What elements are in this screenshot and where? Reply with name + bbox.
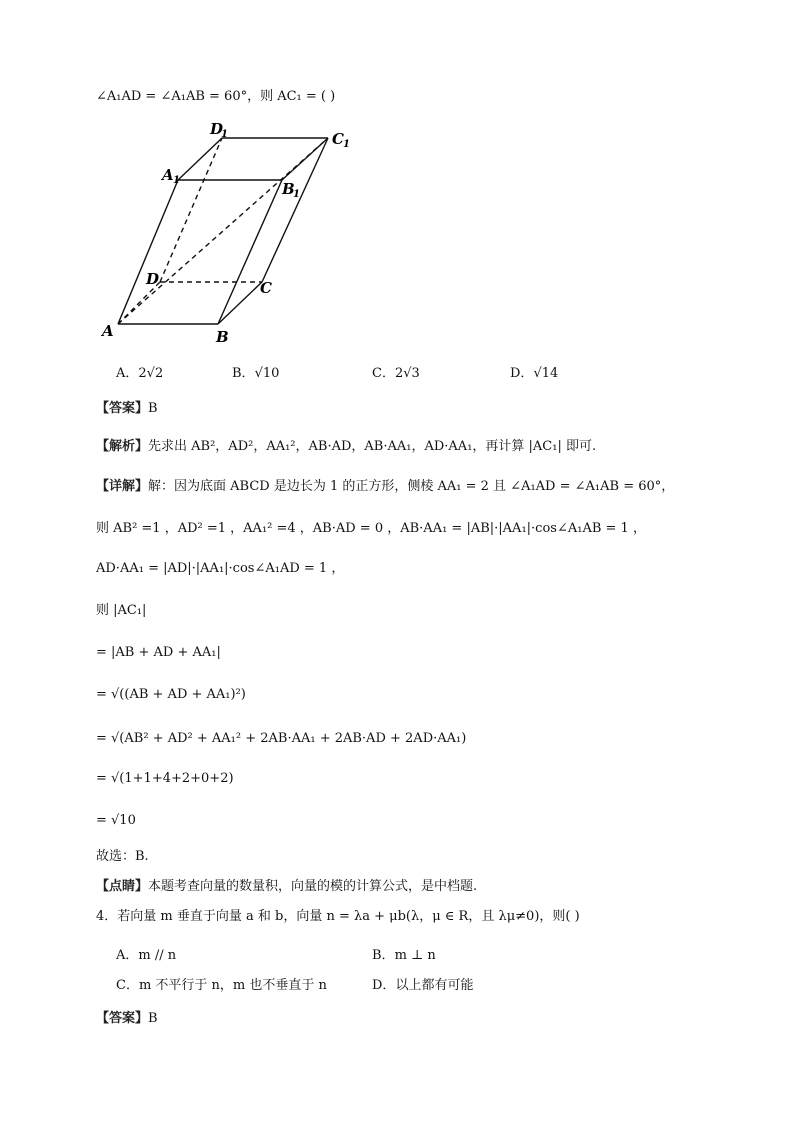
label-A1: A xyxy=(162,166,174,184)
q3-detail-intro: 【详解】解：因为底面 ABCD 是边长为 1 的正方形，侧棱 AA₁ = 2 且 ∠A₁AD = ∠A₁AB = 60°， xyxy=(96,479,675,494)
label-D1-sub: 1 xyxy=(221,129,228,140)
q3-step-4: = |AB + AD + AA₁| xyxy=(96,645,221,660)
q3-stem-tail: ∠A₁AD = ∠A₁AB = 60°，则 AC₁ = ( ) xyxy=(96,89,336,104)
label-A: A xyxy=(102,322,114,340)
q3-choice-c: C．2√3 xyxy=(372,366,420,381)
q3-choice-a: A．2√2 xyxy=(116,366,164,381)
q4-stem: 4．若向量 m 垂直于向量 a 和 b，向量 n = λa + μb(λ，μ ∈ R，且 λμ≠0)，则( ) xyxy=(96,909,580,924)
label-C: C xyxy=(260,279,272,297)
q4-answer: 【答案】B xyxy=(96,1011,158,1026)
label-B: B xyxy=(216,328,229,346)
q3-step-6: = √(AB² + AD² + AA₁² + 2AB·AA₁ + 2AB·AD + 2AD·AA₁) xyxy=(96,731,467,746)
q4-choice-d: D．以上都有可能 xyxy=(372,978,474,993)
q3-step-7: = √(1+1+4+2+0+2) xyxy=(96,771,234,786)
q4-choice-c: C．m 不平行于 n，m 也不垂直于 n xyxy=(116,978,327,993)
q3-comment: 【点睛】本题考查向量的数量积，向量的模的计算公式，是中档题. xyxy=(96,879,478,894)
label-C1: C xyxy=(332,130,344,148)
q3-conclusion: 故选：B. xyxy=(96,849,149,864)
q3-step-1: 则 AB² =1 ，AD² =1 ，AA₁² =4 ，AB·AD = 0 ，AB·AA₁ = |AB|·|AA₁|·cos∠A₁AB = 1 ， xyxy=(96,521,646,536)
q3-analysis: 【解析】先求出 AB²，AD²，AA₁²，AB·AD，AB·AA₁，AD·AA₁，再计算 |AC₁| 即可. xyxy=(96,439,597,454)
q3-step-3: 则 |AC₁| xyxy=(96,603,147,618)
label-B1: B xyxy=(282,180,295,198)
label-B1-sub: 1 xyxy=(293,189,300,200)
label-A1-sub: 1 xyxy=(173,175,180,186)
label-D1: D xyxy=(210,120,224,138)
q3-step-2: AD·AA₁ = |AD|·|AA₁|·cos∠A₁AD = 1 ， xyxy=(96,561,345,576)
q3-answer: 【答案】B xyxy=(96,401,158,416)
label-D: D xyxy=(146,270,160,288)
q4-choice-a: A．m // n xyxy=(116,948,177,963)
label-C1-sub: 1 xyxy=(343,139,350,150)
q3-choice-b: B．√10 xyxy=(232,366,280,381)
q3-step-5: = √((AB + AD + AA₁)²) xyxy=(96,687,246,702)
q3-step-8: = √10 xyxy=(96,813,136,828)
q3-choice-d: D．√14 xyxy=(510,366,559,381)
parallelepiped-figure xyxy=(90,110,370,350)
q4-choice-b: B．m ⊥ n xyxy=(372,948,436,963)
